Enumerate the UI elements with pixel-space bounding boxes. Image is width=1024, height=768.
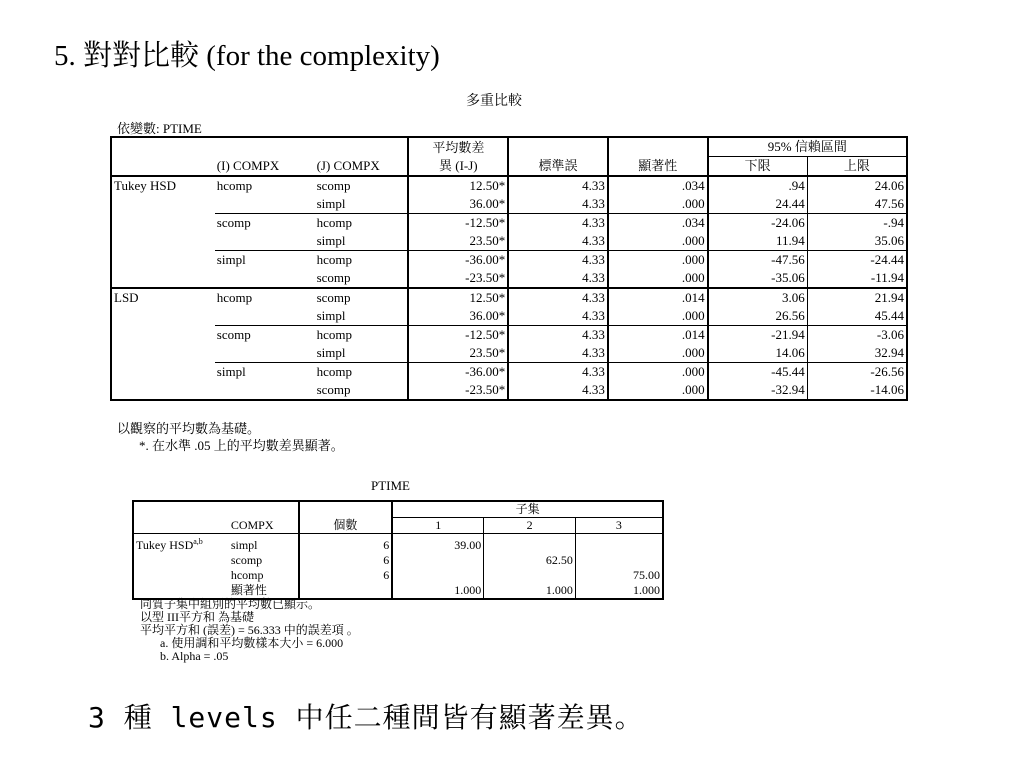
- row-significance: .034: [608, 214, 708, 233]
- row-significance: .000: [608, 195, 708, 214]
- row-significance: .000: [608, 363, 708, 382]
- mc-footnotes: [117, 420, 344, 454]
- row-i: simpl: [215, 363, 315, 382]
- subset-note-1: 同質子集中組別的平均數已顯示。: [140, 597, 321, 611]
- row-j: scomp: [315, 288, 409, 307]
- footnote-observed-means: 以觀察的平均數為基礎。: [117, 421, 261, 436]
- row-j: hcomp: [315, 214, 409, 233]
- row-i: scomp: [215, 214, 315, 233]
- row-subset-2: 62.50: [484, 553, 576, 568]
- row-std-error: 4.33: [508, 344, 608, 363]
- row-lower: .94: [708, 176, 808, 195]
- row-std-error: 4.33: [508, 307, 608, 326]
- row-upper: 24.06: [807, 176, 907, 195]
- row-std-error: 4.33: [508, 214, 608, 233]
- row-lower: 26.56: [708, 307, 808, 326]
- table-row: [133, 568, 663, 583]
- row-std-error: 4.33: [508, 176, 608, 195]
- multiple-comparisons-table: [110, 136, 908, 401]
- row-subset-2: 1.000: [484, 583, 576, 599]
- row-j: scomp: [315, 176, 409, 195]
- row-j: hcomp: [315, 251, 409, 270]
- table-row: [111, 232, 907, 251]
- row-mean-diff: 23.50*: [408, 232, 508, 251]
- row-subset-2: [484, 534, 576, 554]
- subset-note-a: a. 使用調和平均數樣本大小 = 6.000: [160, 636, 344, 650]
- row-upper: -3.06: [807, 326, 907, 345]
- row-significance: .000: [608, 307, 708, 326]
- row-lower: 3.06: [708, 288, 808, 307]
- table-row: [111, 307, 907, 326]
- row-significance: .014: [608, 326, 708, 345]
- table-row: [111, 195, 907, 214]
- row-method: [111, 214, 215, 233]
- subset-note-b: b. Alpha = .05: [160, 649, 229, 663]
- row-method: [133, 534, 229, 554]
- row-j: hcomp: [315, 363, 409, 382]
- header-mean-diff-1: 平均數差: [408, 137, 508, 157]
- table-row: [111, 344, 907, 363]
- multiple-comparisons-caption: 多重比較: [466, 93, 522, 109]
- row-lower: 11.94: [708, 232, 808, 251]
- row-j: simpl: [316, 196, 346, 211]
- row-upper: 45.44: [807, 307, 907, 326]
- table-row: [111, 176, 907, 195]
- row-lower: 14.06: [708, 344, 808, 363]
- row-i: [215, 307, 315, 326]
- row-method: [111, 363, 215, 382]
- row-mean-diff: 23.50*: [408, 344, 508, 363]
- table-row: [111, 251, 907, 270]
- table-row: [111, 269, 907, 288]
- row-significance: .014: [608, 288, 708, 307]
- row-std-error: 4.33: [508, 232, 608, 251]
- row-method: [133, 568, 229, 583]
- row-j: simpl: [316, 308, 346, 323]
- table-row: [111, 326, 907, 345]
- row-subset-1: [392, 553, 484, 568]
- subset-note-3: 平均平方和 (誤差) = 56.333 中的誤差項 。: [140, 623, 359, 637]
- row-mean-diff: -36.00*: [408, 251, 508, 270]
- row-lower: -47.56: [708, 251, 808, 270]
- row-i: [215, 381, 315, 400]
- row-j: scomp: [316, 270, 351, 285]
- table-row: [111, 288, 907, 307]
- row-upper: -11.94: [807, 269, 907, 288]
- row-method: [111, 195, 215, 214]
- row-label: simpl: [230, 538, 258, 552]
- row-method: Tukey HSD: [111, 176, 215, 195]
- row-mean-diff: -23.50*: [408, 269, 508, 288]
- row-std-error: 4.33: [508, 195, 608, 214]
- table-row: [111, 214, 907, 233]
- row-mean-diff: -36.00*: [408, 363, 508, 382]
- conclusion-text: 3 種 levels 中任二種間皆有顯著差異。: [88, 701, 644, 734]
- header-j-compx: (J) COMPX: [316, 158, 380, 173]
- row-method: [111, 326, 215, 345]
- row-j: simpl: [316, 345, 346, 360]
- header-significance: 顯著性: [608, 157, 708, 177]
- row-significance: .000: [608, 251, 708, 270]
- row-lower: -21.94: [708, 326, 808, 345]
- row-lower: 24.44: [708, 195, 808, 214]
- row-upper: -14.06: [807, 381, 907, 400]
- row-std-error: 4.33: [508, 251, 608, 270]
- header-subset-1: 1: [392, 518, 484, 534]
- row-significance: .034: [608, 176, 708, 195]
- header-subset-3: 3: [575, 518, 663, 534]
- homogeneous-subsets-table: [132, 500, 664, 600]
- row-i: scomp: [215, 326, 315, 345]
- row-method: [133, 553, 229, 568]
- row-mean-diff: 36.00*: [408, 195, 508, 214]
- slide-title: 5. 對對比較 (for the complexity): [54, 40, 440, 72]
- row-subset-3: 1.000: [575, 583, 663, 599]
- header-n: 個數: [299, 518, 393, 534]
- subset-notes: [140, 598, 359, 663]
- row-std-error: 4.33: [508, 381, 608, 400]
- row-std-error: 4.33: [508, 269, 608, 288]
- header-compx: COMPX: [229, 518, 299, 534]
- row-label: hcomp: [230, 568, 264, 582]
- table-row: [133, 553, 663, 568]
- row-upper: 35.06: [807, 232, 907, 251]
- row-subset-1: [392, 568, 484, 583]
- row-upper: -24.44: [807, 251, 907, 270]
- row-subset-3: 75.00: [575, 568, 663, 583]
- row-method: [111, 269, 215, 288]
- row-count: 6: [299, 568, 393, 583]
- row-count: 6: [299, 534, 393, 554]
- header-subset-2: 2: [484, 518, 576, 534]
- row-lower: -32.94: [708, 381, 808, 400]
- row-method: [111, 344, 215, 363]
- row-std-error: 4.33: [508, 288, 608, 307]
- row-method: [111, 307, 215, 326]
- row-j: simpl: [316, 233, 346, 248]
- header-subset: 子集: [392, 501, 663, 518]
- row-upper: -.94: [807, 214, 907, 233]
- method-label: Tukey HSD: [136, 538, 194, 552]
- header-upper: 上限: [807, 157, 907, 177]
- subset-note-2: 以型 III平方和 為基礎: [140, 610, 254, 624]
- header-lower: 下限: [708, 157, 808, 177]
- row-i: hcomp: [215, 288, 315, 307]
- row-i: [215, 269, 315, 288]
- row-lower: -35.06: [708, 269, 808, 288]
- table-row: [111, 363, 907, 382]
- row-i: [215, 232, 315, 251]
- row-j: hcomp: [315, 326, 409, 345]
- row-method: [111, 381, 215, 400]
- header-ci: 95% 信賴區間: [708, 137, 907, 157]
- row-std-error: 4.33: [508, 326, 608, 345]
- row-i: simpl: [215, 251, 315, 270]
- ptime-caption: PTIME: [371, 478, 410, 493]
- row-label: scomp: [230, 553, 263, 567]
- row-mean-diff: -12.50*: [408, 214, 508, 233]
- row-upper: 47.56: [807, 195, 907, 214]
- footnote-significance: *. 在水準 .05 上的平均數差異顯著。: [139, 438, 344, 453]
- row-subset-2: [484, 568, 576, 583]
- dependent-variable-label: 依變數: PTIME: [117, 121, 202, 136]
- row-upper: 21.94: [807, 288, 907, 307]
- row-label: 顯著性: [229, 583, 299, 599]
- row-mean-diff: 12.50*: [408, 288, 508, 307]
- header-mean-diff-2: 異 (I-J): [408, 157, 508, 177]
- row-mean-diff: 12.50*: [408, 176, 508, 195]
- table-row: [111, 381, 907, 400]
- row-method: [111, 232, 215, 251]
- row-subset-1: 1.000: [392, 583, 484, 599]
- row-i: hcomp: [215, 176, 315, 195]
- row-significance: .000: [608, 269, 708, 288]
- row-upper: -26.56: [807, 363, 907, 382]
- row-method: LSD: [111, 288, 215, 307]
- row-subset-3: [575, 553, 663, 568]
- row-significance: .000: [608, 381, 708, 400]
- method-superscript: a,b: [193, 537, 203, 546]
- row-significance: .000: [608, 344, 708, 363]
- header-std-error: 標準誤: [508, 157, 608, 177]
- row-count: 6: [299, 553, 393, 568]
- header-i-compx: (I) COMPX: [216, 158, 280, 173]
- row-i: [215, 195, 315, 214]
- row-i: [215, 344, 315, 363]
- row-j: scomp: [315, 381, 409, 400]
- table-row: [133, 534, 663, 554]
- row-upper: 32.94: [807, 344, 907, 363]
- row-mean-diff: -23.50*: [408, 381, 508, 400]
- row-std-error: 4.33: [508, 363, 608, 382]
- row-lower: -45.44: [708, 363, 808, 382]
- row-lower: -24.06: [708, 214, 808, 233]
- row-significance: .000: [608, 232, 708, 251]
- row-mean-diff: 36.00*: [408, 307, 508, 326]
- row-method: [111, 251, 215, 270]
- row-subset-3: [575, 534, 663, 554]
- row-mean-diff: -12.50*: [408, 326, 508, 345]
- row-subset-1: 39.00: [392, 534, 484, 554]
